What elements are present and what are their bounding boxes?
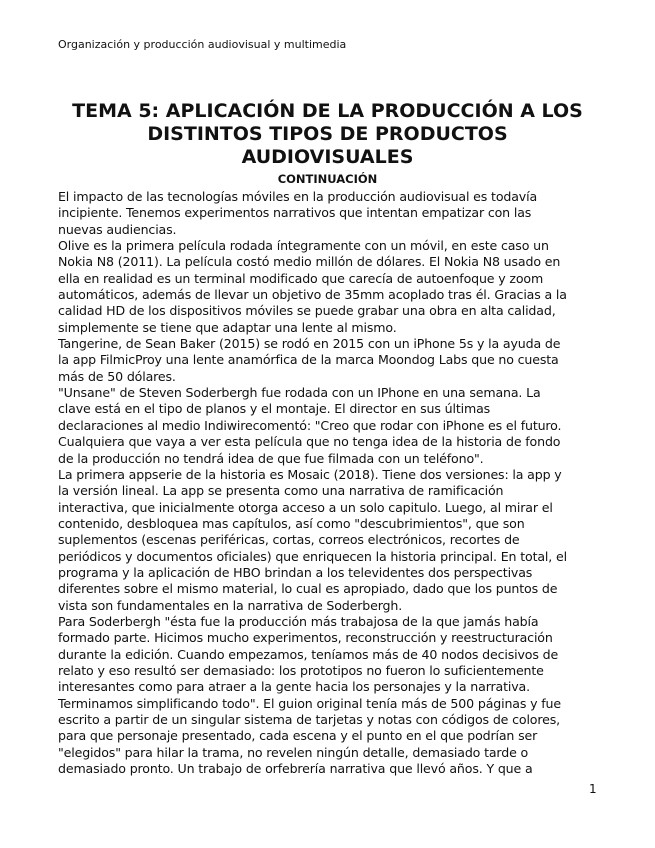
text-line: El impacto de las tecnologías móviles en la producción audiovisual es todavía [58,189,538,204]
body-text [58,189,567,777]
title-line: TEMA 5: APLICACIÓN DE LA PRODUCCIÓN A LOS [72,100,583,122]
text-line: incipiente. Tenemos experimentos narrativos que intentan empatizar con las [58,205,532,221]
text-line: automáticos, además de llevar un objetivo de 35mm acoplado tras él. Gracias a la [58,287,567,303]
text-line: declaraciones al medio Indiwirecomentó: "Creo que rodar con iPhone es el futuro. [58,417,562,433]
text-line: durante la edición. Cuando empezamos, teníamos más de 40 nodos decisivos de [58,646,559,662]
text-line: relato y eso resultó ser demasiado: los prototipos no fueron lo suficientemente [58,662,544,678]
text-line: "elegidos" para hilar la trama, no revelen ningún detalle, demasiado tarde o [58,744,529,760]
text-line: Nokia N8 (2011). La película costó medio millón de dólares. El Nokia N8 usado en [58,254,561,270]
text-line: Olive es la primera película rodada íntegramente con un móvil, en este caso un [58,238,549,254]
text-line: la app FilmicProy una lente anamórfica de la marca Moondog Labs que no cuesta [58,352,559,368]
title-line: DISTINTOS TIPOS DE PRODUCTOS [147,123,508,145]
subtitle: CONTINUACIÓN [277,172,378,186]
text-line: La primera appserie de la historia es Mosaic (2018). Tiene dos versiones: la app y [58,466,562,482]
text-line: simplemente se tiene que adaptar una lente al mismo. [58,319,397,335]
text-line: contenido, desbloquea mas capítulos, así como "descubrimientos", que son [58,515,525,531]
text-line: más de 50 dólares. [58,368,176,384]
text-line: clave está en el tipo de planos y el montaje. El director en sus últimas [58,401,491,417]
text-line: Para Soderbergh "ésta fue la producción más trabajosa de la que jamás había [58,613,539,629]
running-header: Organización y producción audiovisual y multimedia [58,38,347,51]
text-line: "Unsane" de Steven Soderbergh fue rodada con un IPhone en una semana. La [58,385,541,401]
text-line: para que personaje presentado, cada escena y el punto en el que podrían ser [58,728,538,744]
text-line: calidad HD de los dispositivos móviles se puede grabar una obra en alta calidad, [58,303,556,319]
text-line: de la producción no tendrá idea de que fue filmada con un teléfono". [58,450,484,466]
text-line: vista son fundamentales en la narrativa de Soderbergh. [58,597,403,613]
text-line: formado parte. Hicimos mucho experimentos, reconstrucción y reestructuración [58,630,553,646]
text-line: Cualquiera que vaya a ver esta película que no tenga idea de la historia de fondo [58,434,561,450]
title-line: AUDIOVISUALES [241,146,414,168]
text-line: escrito a partir de un singular sistema de tarjetas y notas con códigos de colores, [58,712,560,727]
text-line: diferentes sobre el mismo material, lo cual es apropiado, dado que los puntos de [58,581,558,597]
text-line: ella en realidad es un terminal modificado que carecía de autoenfoque y zoom [58,270,544,286]
text-line: Tangerine, de Sean Baker (2015) se rodó en 2015 con un iPhone 5s y la ayuda de [58,336,561,352]
page-title [40,100,615,169]
text-line: interesantes como para atraer a la gente hacia los personajes y la narrativa. [58,679,530,695]
text-line: la versión lineal. La app se presenta como una narrativa de ramificación [58,483,504,499]
text-line: interactiva, que inicialmente otorga acceso a un solo capitulo. Luego, al mirar el [58,499,553,515]
page-number: 1 [589,782,597,796]
text-line: Terminamos simplificando todo". El guion original tenía más de 500 páginas y fue [58,695,561,711]
text-line: demasiado pronto. Un trabajo de orfebrería narrativa que llevó años. Y que a [58,761,533,777]
text-line: periódicos y documentos oficiales) que enriquecen la historia principal. En total, el [58,548,567,564]
text-line: suplementos (escenas periféricas, cortas, correos electrónicos, recortes de [58,532,520,548]
text-line: nuevas audiencias. [58,221,177,237]
text-line: programa y la aplicación de HBO brindan a los televidentes dos perspectivas [58,564,533,580]
